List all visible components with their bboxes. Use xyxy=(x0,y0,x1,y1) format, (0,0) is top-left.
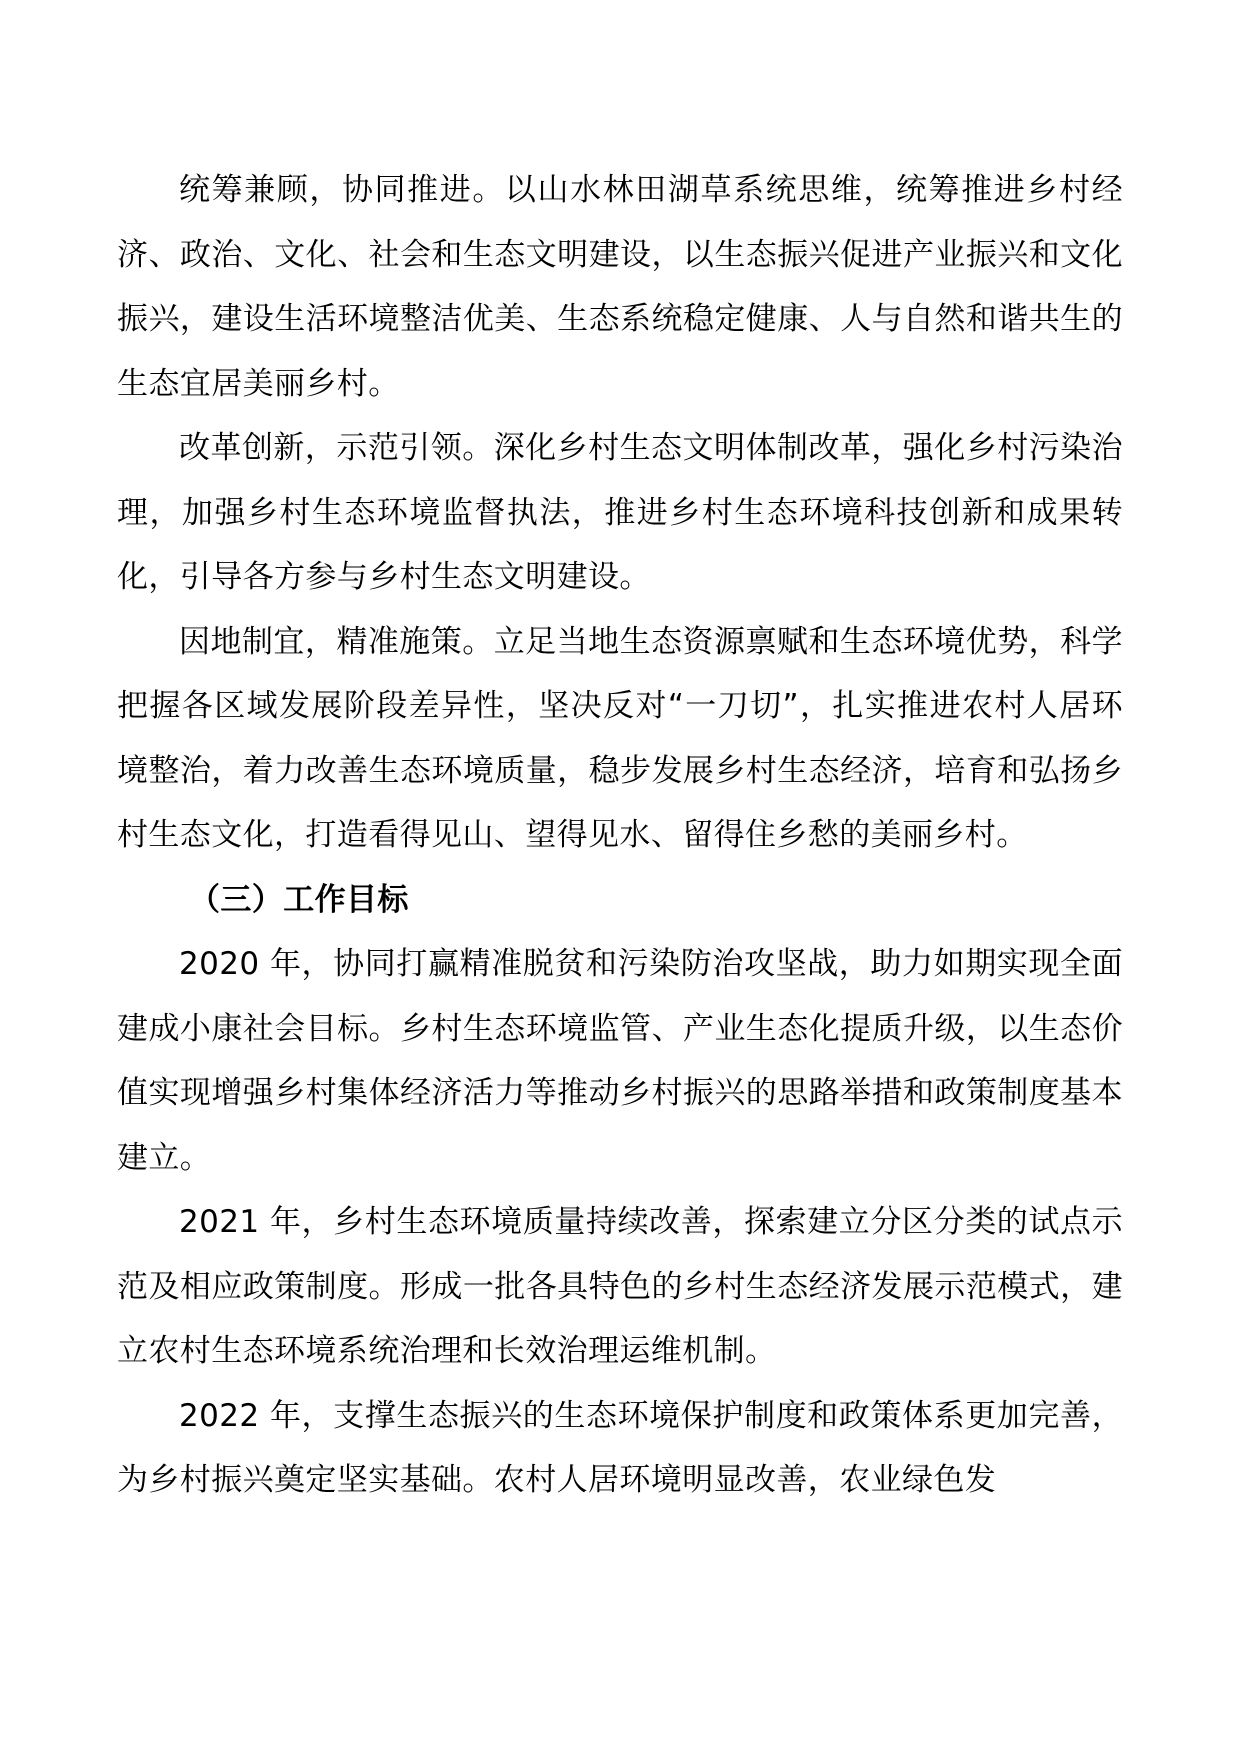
paragraph-principle-local-conditions: 因地制宜，精准施策。立足当地生态资源禀赋和生态环境优势，科学把握各区域发展阶段差异性，坚决反对“一刀切”，扎实推进农村人居环境整治，着力改善生态环境质量，稳步发展乡村生态经济，培育和弘扬乡村生态文化，打造看得见山、望得见水、留得住乡愁的美丽乡村。 xyxy=(117,623,1123,853)
paragraph-principle-coordination: 统筹兼顾，协同推进。以山水林田湖草系统思维，统筹推进乡村经济、政治、文化、社会和生态文明建设，以生态振兴促进产业振兴和文化振兴，建设生活环境整洁优美、生态系统稳定健康、人与自然和谐共生的生态宜居美丽乡村。 xyxy=(117,172,1123,402)
paragraph-goal-2020: 2020 年，协同打赢精准脱贫和污染防治攻坚战，助力如期实现全面建成小康社会目标。乡村生态环境监管、产业生态化提质升级，以生态价值实现增强乡村集体经济活力等推动乡村振兴的思路举措和政策制度基本建立。 xyxy=(117,946,1123,1176)
paragraph-goal-2022: 2022 年，支撑生态振兴的生态环境保护制度和政策体系更加完善，为乡村振兴奠定坚实基础。农村人居环境明显改善，农业绿色发 xyxy=(117,1397,1123,1498)
paragraph-goal-2021: 2021 年，乡村生态环境质量持续改善，探索建立分区分类的试点示范及相应政策制度。形成一批各具特色的乡村生态经济发展示范模式，建立农村生态环境系统治理和长效治理运维机制。 xyxy=(117,1204,1123,1369)
paragraph-principle-reform: 改革创新，示范引领。深化乡村生态文明体制改革，强化乡村污染治理，加强乡村生态环境监督执法，推进乡村生态环境科技创新和成果转化，引导各方参与乡村生态文明建设。 xyxy=(117,430,1123,595)
section-heading-work-goals: （三）工作目标 xyxy=(189,881,409,918)
